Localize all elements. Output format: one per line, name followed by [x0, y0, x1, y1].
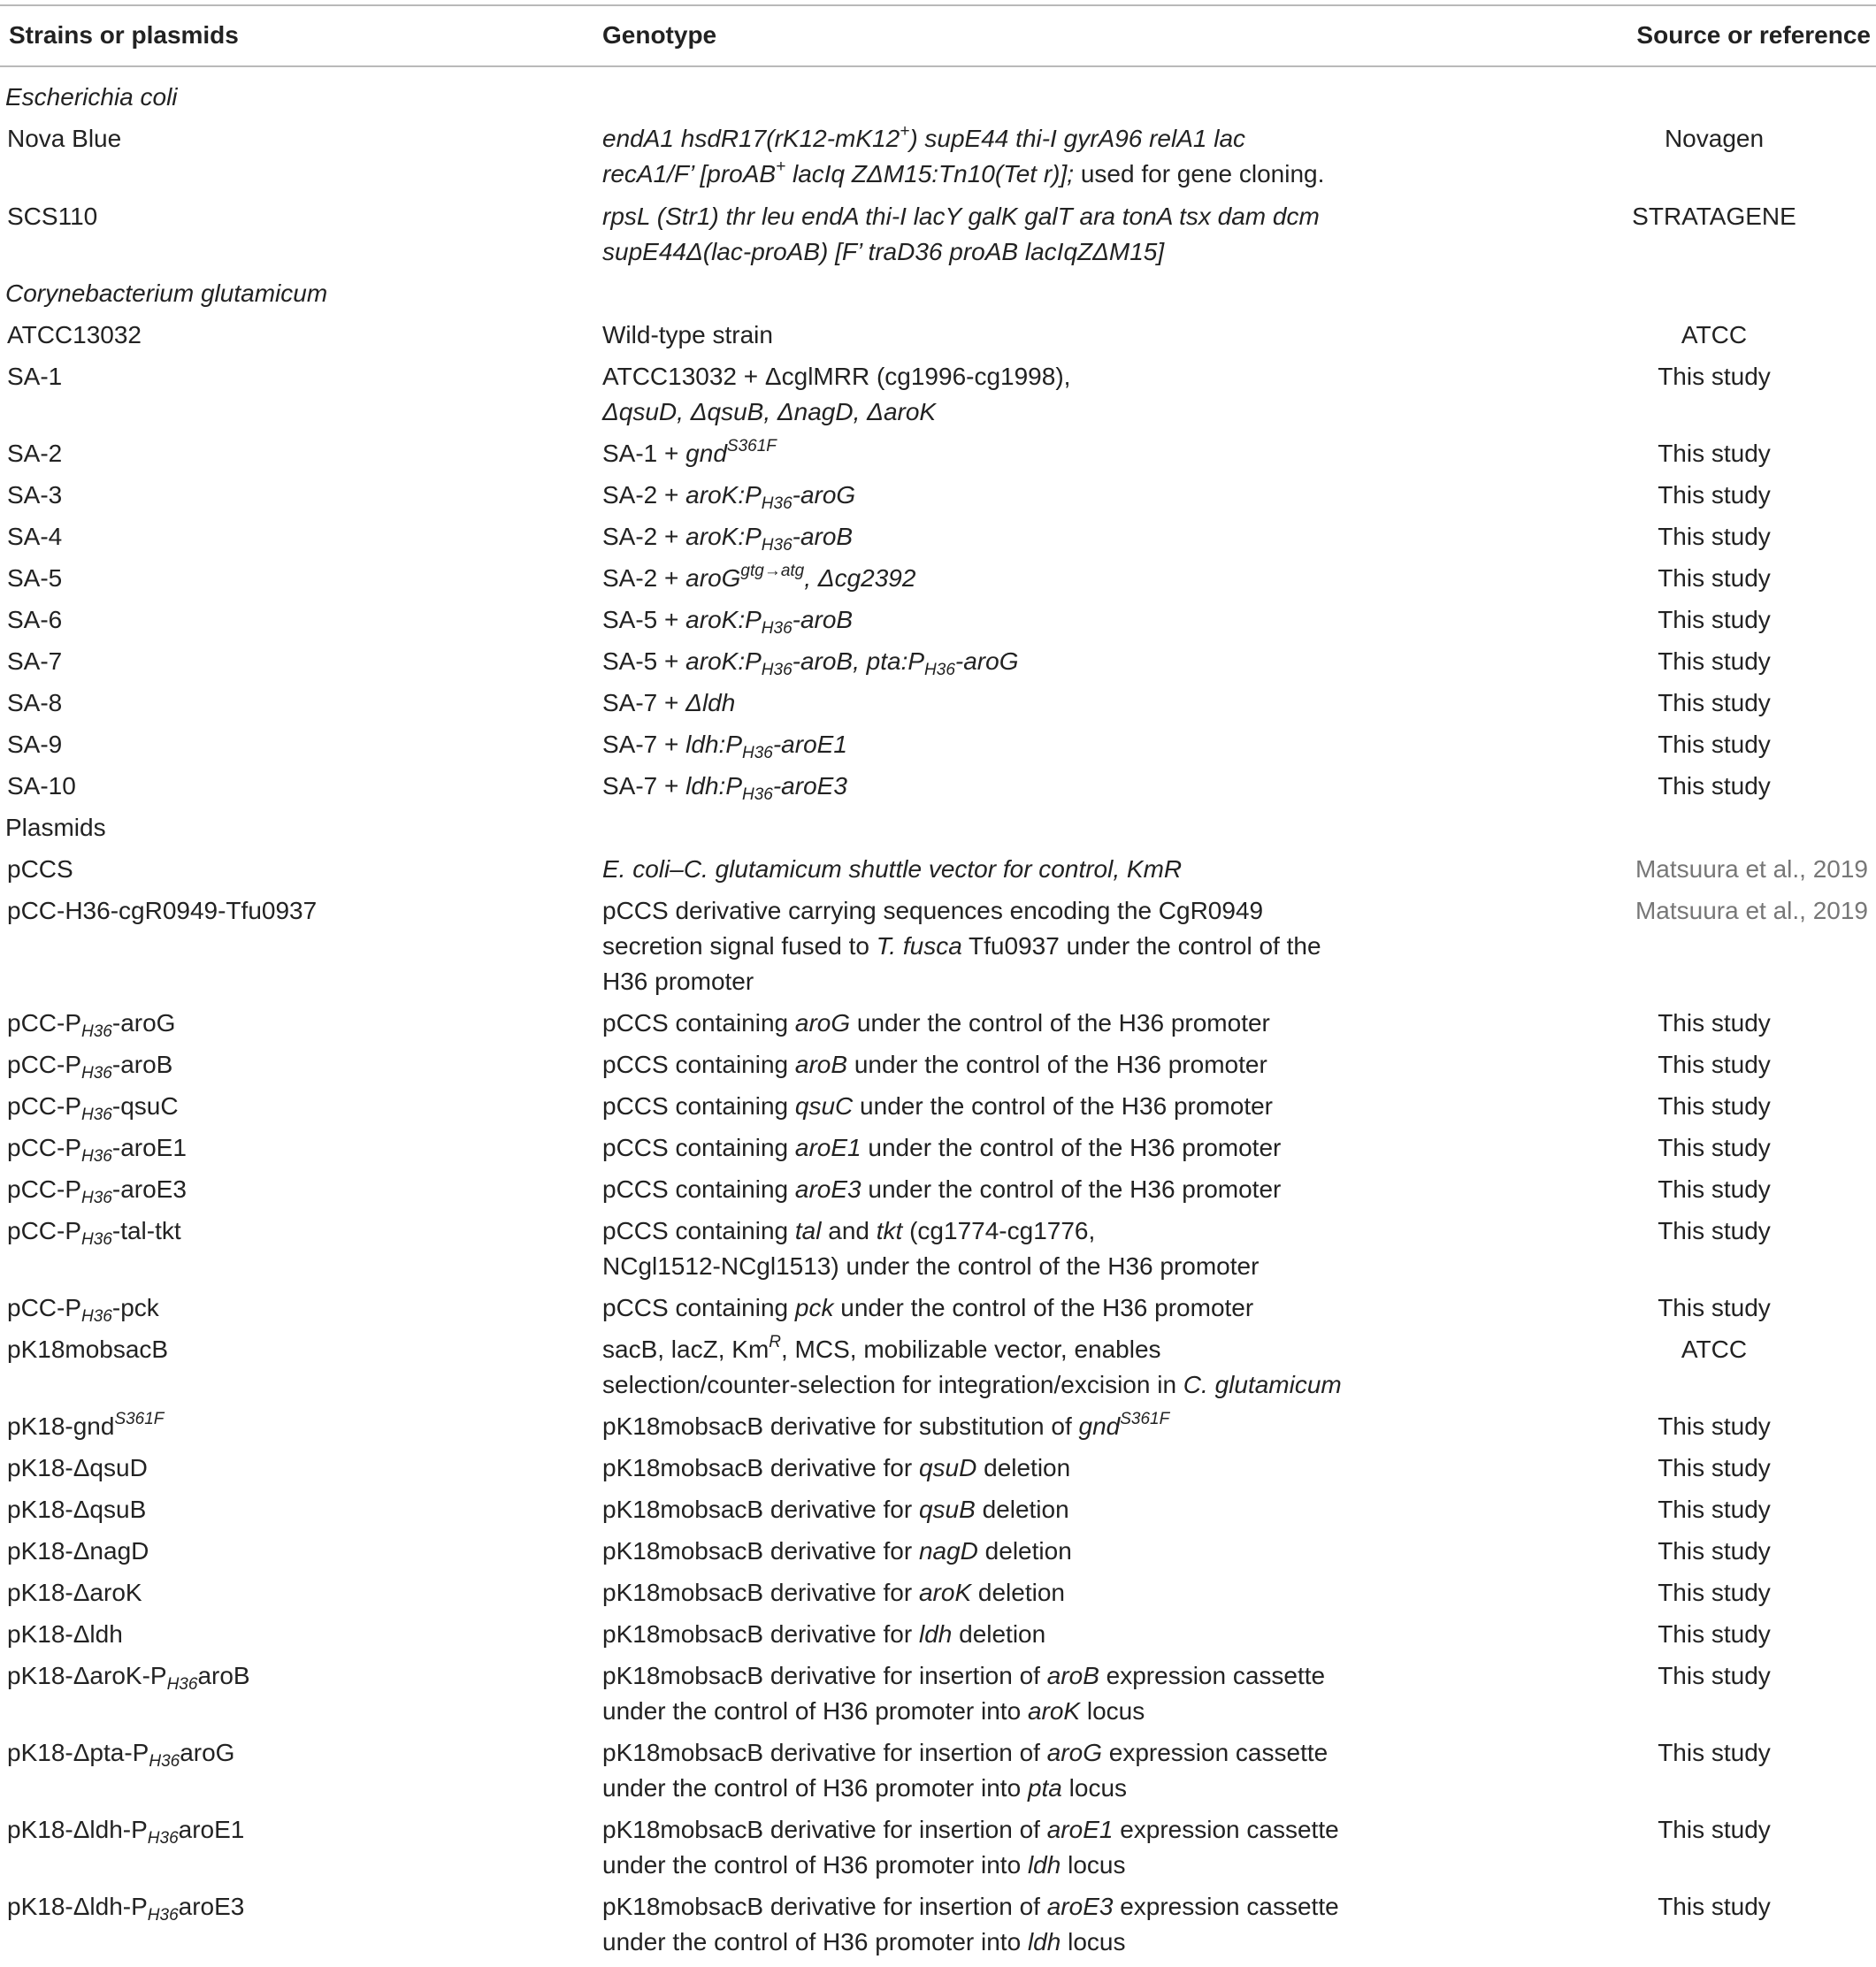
- table-top-rule: [0, 4, 1876, 6]
- section-ecoli: Escherichia coli: [5, 83, 178, 111]
- table-row: SA-5 SA-2 + aroG$^{gtg\to atg}$, Δcg2392 This study: [7, 562, 1771, 592]
- table-row: SCS110 rpsL (Str1) thr leu endA thi-I lacY galK galT ara tonA tsx dam dcm supE44Δ(lac-proAB) [F’ traD36 proAB lacIqZΔM15] STRATAGENE: [7, 203, 1796, 265]
- table-row: Nova Blue endA1 hsdR17(rK12-mK12+) supE44 thi-I gyrA96 relA1 lac recA1/F’ [proAB+ lacIq ZΔM15:Tn10(Tet r)]; used for gene cloning. Novagen: [7, 122, 1765, 188]
- table-row: pK18mobsacB sacB, lacZ, $Km^R$, MCS, mobilizable vector, enables selection/counter-selection for integration/excision in C. glutamicum ATCC: [7, 1333, 1748, 1398]
- table-row: SA-4 $SA-2 + aroK:P_{H36}$-aroB This study: [7, 523, 1771, 555]
- section-plasmids: Plasmids: [5, 814, 106, 841]
- table-row: pK18-ΔnagD pK18mobsacB derivative for nagD deletion This study: [7, 1537, 1771, 1565]
- table-row: $pK18-\Delta ldh-P_{H36}aroE1$ pK18mobsacB derivative for insertion of aroE1 expression cassette under the control of H36 promoter into ldh locus This study: [7, 1816, 1771, 1879]
- table-row: SA-10 $SA-7 + ldh:P_{H36}-aroE3$ This study: [7, 772, 1771, 804]
- table-row: $pK18-\Delta ldh-P_{H36}aroE3$ pK18mobsacB derivative for insertion of aroE3 expression cassette under the control of H36 promoter into ldh locus This study: [7, 1893, 1771, 1956]
- section-cglutamicum: Corynebacterium glutamicum: [5, 279, 328, 307]
- table-row: pCC-$P_{H36}$-pck pCCS containing pck under the control of the H36 promoter This study: [7, 1294, 1771, 1326]
- table-row: $pK18-\Delta aroK-P_{H36}aroB$ pK18mobsacB derivative for insertion of aroB expression cassette under the control of H36 promoter into aroK locus This study: [7, 1662, 1771, 1725]
- table-row: pCC-$P_{H36}$-aroG pCCS containing aroG under the control of the H36 promoter This study: [7, 1009, 1771, 1041]
- table-row: ATCC13032 Wild-type strain ATCC: [7, 321, 1748, 348]
- table-row: SA-7 $SA-5 + aroK:P_{H36}$-aroB, $pta:P_{H36}$-aroG This study: [7, 647, 1771, 679]
- table-row: pCC-$P_{H36}-aroE1$ pCCS containing aroE1 under the control of the H36 promoter This study: [7, 1134, 1771, 1166]
- table-row: SA-9 $SA-7 + ldh:P_{H36}-aroE1$ This study: [7, 731, 1771, 762]
- header-rule: [0, 65, 1876, 67]
- header-source: Source or reference: [1636, 21, 1871, 49]
- table-row: pK18-ΔqsuB pK18mobsacB derivative for qsuB deletion This study: [7, 1496, 1771, 1523]
- header-genotype: Genotype: [602, 21, 717, 49]
- header-strains: Strains or plasmids: [9, 21, 239, 49]
- table-header: [0, 18, 1876, 57]
- table-row: pCC-$P_{H36}-aroE3$ pCCS containing aroE3 under the control of the H36 promoter This study: [7, 1175, 1771, 1207]
- table-row: pCC-$P_{H36}$-aroB pCCS containing aroB under the control of the H36 promoter This study: [7, 1051, 1771, 1083]
- table-row: SA-6 $SA-5 + aroK:P_{H36}$-aroB This study: [7, 606, 1771, 638]
- table-row: pK18-Δldh pK18mobsacB derivative for ldh deletion This study: [7, 1620, 1771, 1648]
- table-row: pK18-gnd$^{S361F}$ pK18mobsacB derivative for substitution of gnd$^{S361F}$ This study: [7, 1410, 1771, 1440]
- table-row: pCC-$P_{H36}$-qsuC pCCS containing qsuC under the control of the H36 promoter This study: [7, 1092, 1771, 1124]
- table-row: pCC-H36-cgR0949-Tfu0937 pCCS derivative carrying sequences encoding the CgR0949 secretion signal fused to T. fusca Tfu0937 under the control of the H36 promoter Matsuura et al., 2019: [7, 897, 1868, 995]
- table-row: SA-2 SA-1 + gnd$^{S361F}$ This study: [7, 437, 1771, 467]
- table-row: SA-1 ATCC13032 + ΔcglMRR (cg1996-cg1998), ΔqsuD, ΔqsuB, ΔnagD, ΔaroK This study: [7, 363, 1771, 425]
- table-row: pK18-ΔqsuD pK18mobsacB derivative for qsuD deletion This study: [7, 1454, 1771, 1481]
- table-row: pK18-ΔaroK pK18mobsacB derivative for aroK deletion This study: [7, 1579, 1771, 1606]
- table-row: SA-3 $SA-2 + aroK:P_{H36}$-aroG This study: [7, 481, 1771, 513]
- table-row: $pK18-\Delta pta-P_{H36}aroG$ pK18mobsacB derivative for insertion of aroG expression cassette under the control of H36 promoter into pta locus This study: [7, 1739, 1771, 1802]
- table-row: pCC-$P_{H36}-tal$-tkt pCCS containing tal and tkt (cg1774-cg1776, NCgl1512-NCgl1513) under the control of the H36 promoter This study: [7, 1217, 1771, 1280]
- table-row: SA-8 SA-7 + Δldh This study: [7, 689, 1771, 716]
- table-body: [0, 80, 1876, 1966]
- table-row: pCCS E. coli–C. glutamicum shuttle vector for control, KmR Matsuura et al., 2019: [7, 855, 1868, 883]
